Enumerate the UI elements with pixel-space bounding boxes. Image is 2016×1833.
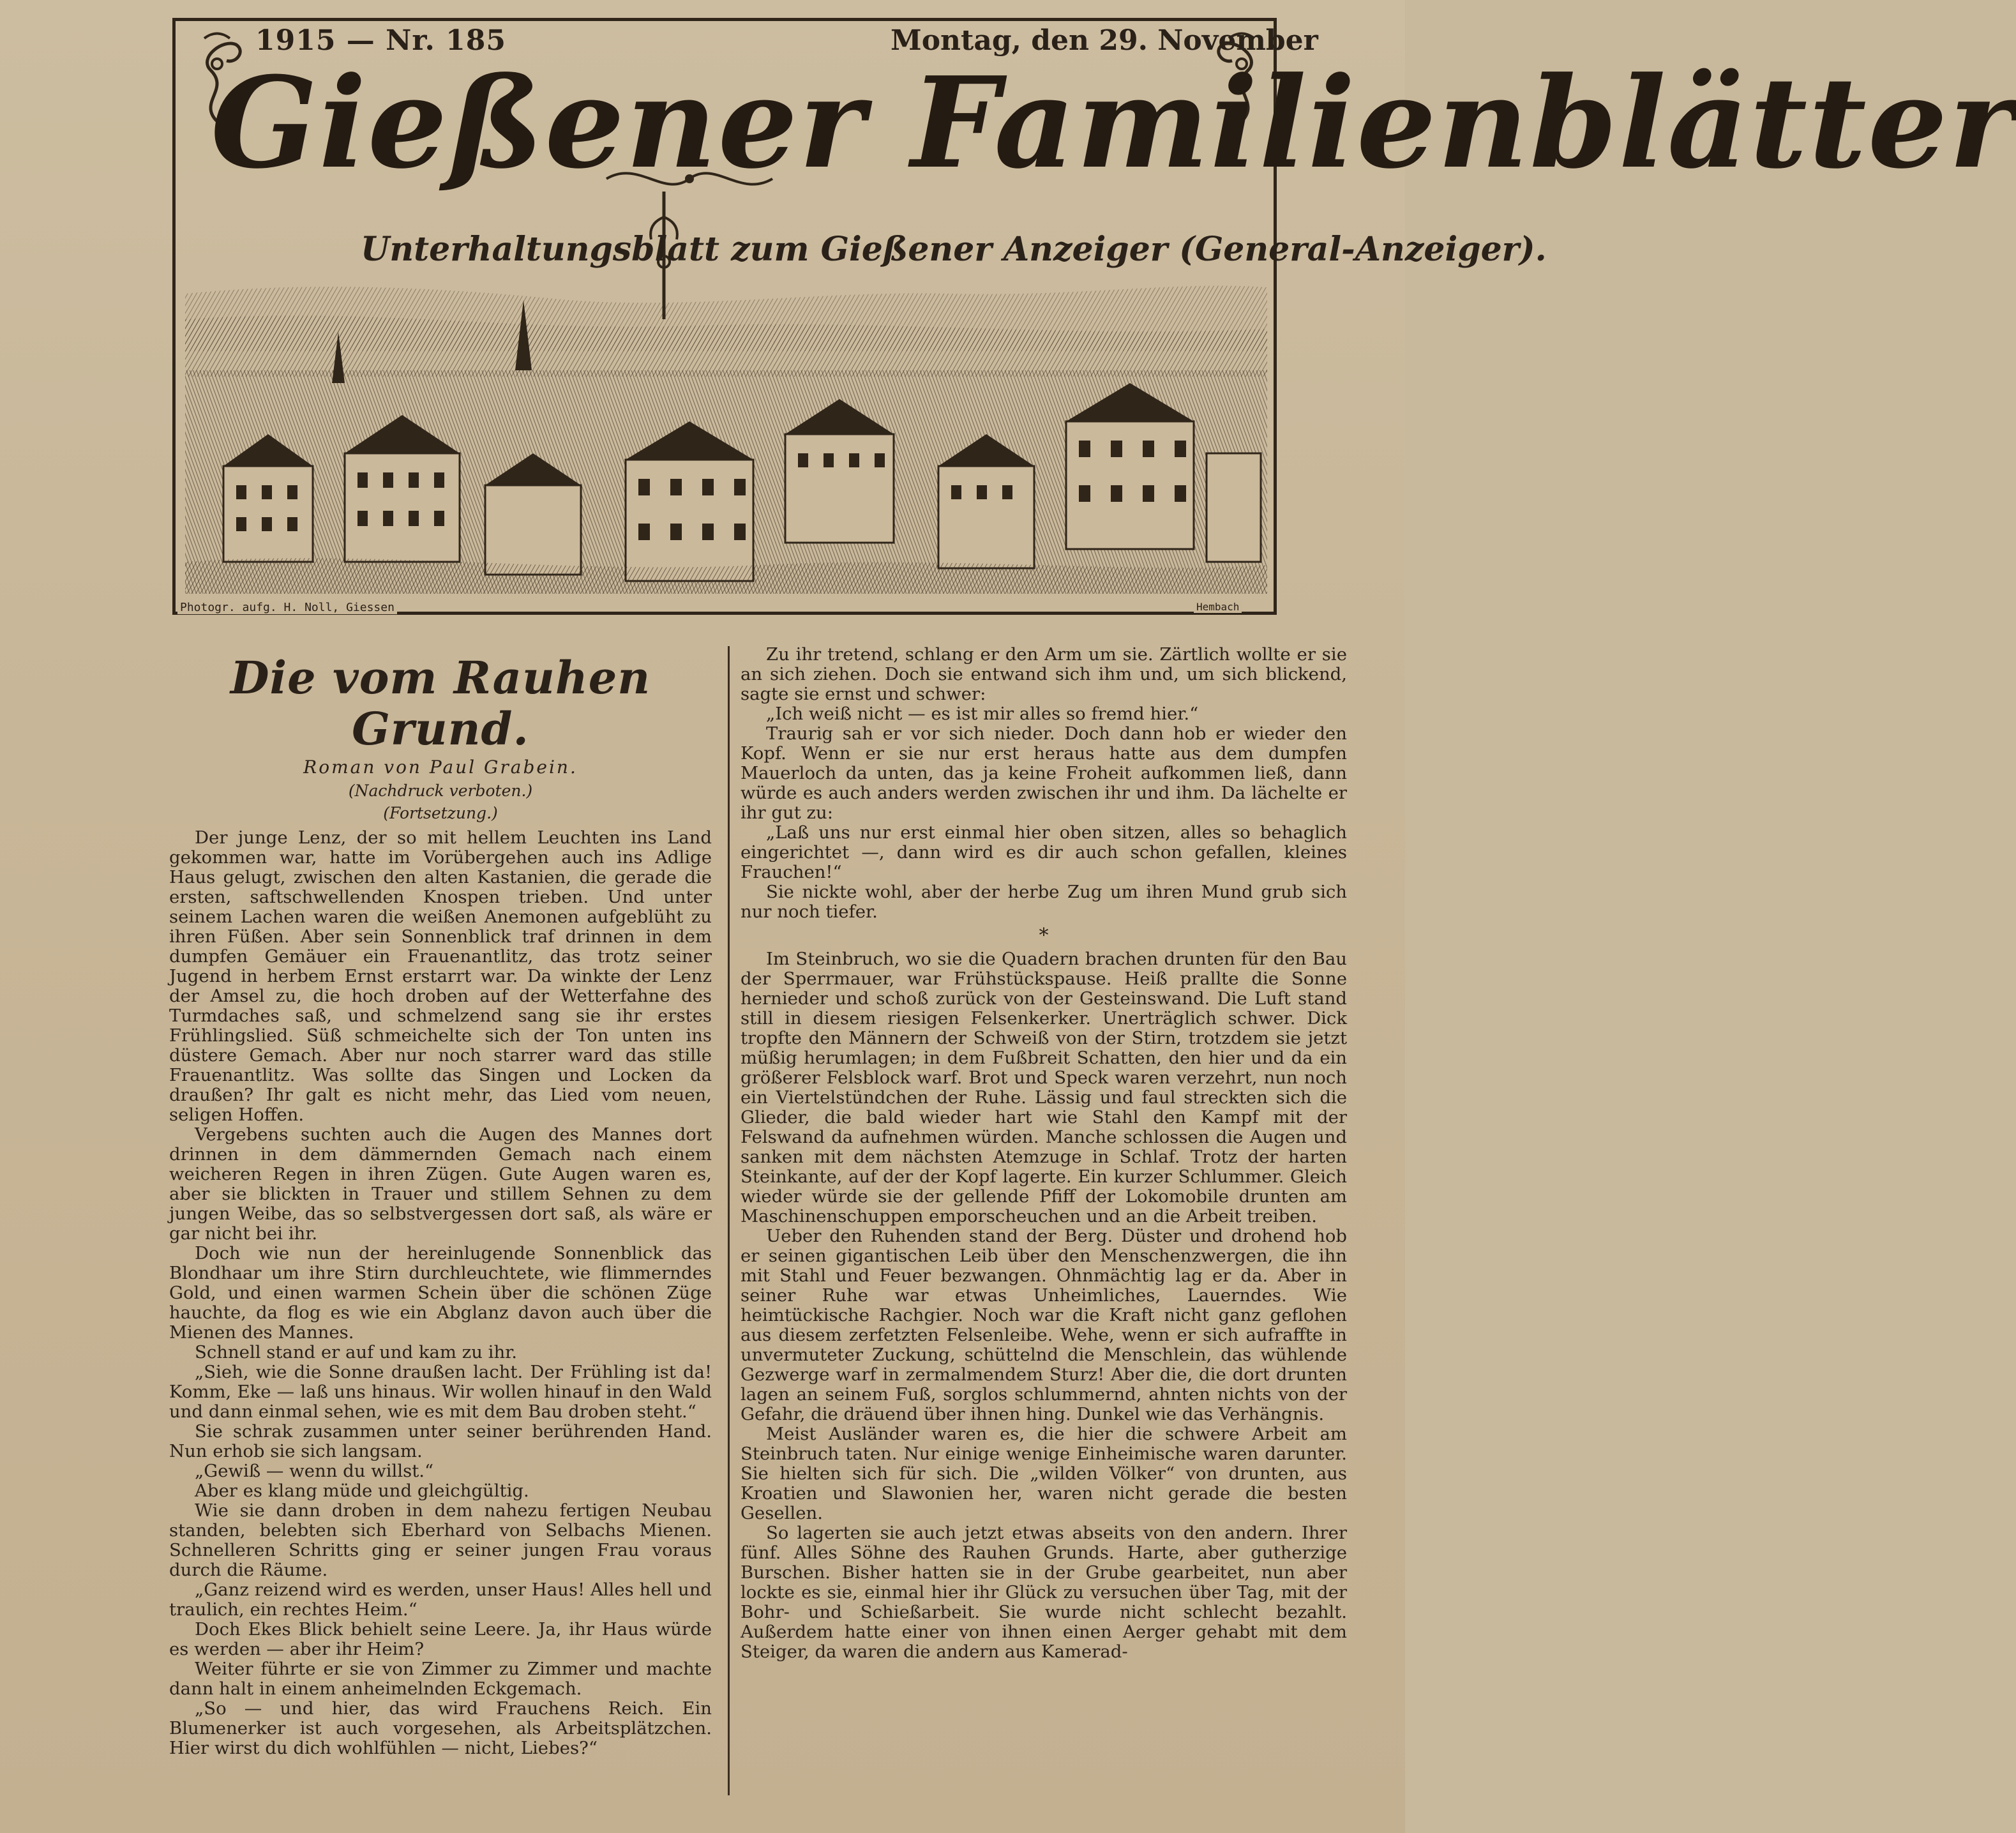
issue-number: 1915 — Nr. 185 — [255, 24, 506, 57]
engraver-credit: Hembach — [1194, 601, 1242, 613]
newspaper-title: Gießener Familienblätter — [211, 50, 2016, 197]
paragraph: Weiter führte er sie von Zimmer zu Zimmer und machte dann halt in einem anheimelnden Eckgemach. — [169, 1659, 712, 1699]
paragraph: Traurig sah er vor sich nieder. Doch dann hob er wieder den Kopf. Wenn er sie nur erst heraus hatte aus dem dumpfen Mauerloch da unten, das ja keine Froheit aufkommen ließ, dann würde es auch anders werden zwischen ihr und ihm. Da lächelte er ihr gut zu: — [741, 723, 1347, 823]
paragraph: „Laß uns nur erst einmal hier oben sitzen, alles so behaglich eingerichtet —, dann wird es dir auch schon gefallen, kleines Frauchen!“ — [741, 822, 1347, 882]
article-headline: Die vom Rauhen Grund. — [230, 651, 651, 755]
city-engraving — [185, 275, 1267, 594]
article-column-left — [169, 645, 712, 1758]
reprint-note: (Nachdruck verboten.) — [348, 781, 533, 800]
section-break-star: * — [1039, 924, 1049, 947]
paragraph: Zu ihr tretend, schlang er den Arm um sie. Zärtlich wollte er sie an sich ziehen. Doch sie entwand sich ihm und, um sich blickend, sagte sie ernst und schwer: — [741, 644, 1347, 704]
paragraph: Meist Ausländer waren es, die hier die schwere Arbeit am Steinbruch taten. Nur einige wenige Einheimische waren darunter. Sie hielten sich für sich. Die „wilden Völker“ von drunten, aus Kroatien und Slawonien her, waren nicht gerade die besten Gesellen. — [741, 1424, 1347, 1523]
paragraph: „Gewiß — wenn du willst.“ — [195, 1461, 434, 1481]
paragraph: Im Steinbruch, wo sie die Quadern brachen drunten für den Bau der Sperrmauer, war Frühstückspause. Heiß prallte die Sonne hernieder und schoß zurück von der Gesteinswand. Die Luft stand still in diesem riesigen Felsenkerker. Unerträglich schwer. Dick tropfte den Männern der Schweiß von der Stirn, trotzdem sie jetzt müßig herumlagen; in dem Fußbreit Schatten, den hier und da ein größerer Felsblock warf. Brot und Speck waren verzehrt, nun noch ein Viertelstündchen der Ruhe. Lässig und faul streckten sich die Glieder, die bald wieder hart wie Stahl den Kampf mit der Felswand da aufnehmen würden. Manche schlossen die Augen und sanken mit dem nächsten Atemzuge in Schlaf. Trotz der harten Steinkante, auf der der Kopf lagerte. Ein kurzer Schlummer. Gleich wieder würde sie der gellende Pfiff der Lokomobile drunten am Maschinenschuppen emporscheuchen und an die Arbeit treiben. — [741, 949, 1347, 1226]
paragraph: Wie sie dann droben in dem nahezu fertigen Neubau standen, belebten sich Eberhard von Selbachs Mienen. Schnelleren Schritts ging er seiner jungen Frau voraus durch die Räume. — [169, 1500, 712, 1580]
paragraph: „Ich weiß nicht — es ist mir alles so fremd hier.“ — [766, 704, 1199, 724]
article-byline: Roman von Paul Grabein. — [303, 757, 578, 778]
paragraph: „Ganz reizend wird es werden, unser Haus! Alles hell und traulich, ein rechtes Heim.“ — [169, 1580, 712, 1620]
paragraph: Ueber den Ruhenden stand der Berg. Düster und drohend hob er seinen gigantischen Leib über den Menschenzwergen, die ihn mit Stahl und Feuer bezwangen. Ohnmächtig lag er da. Aber in seiner Ruhe war etwas Unheimliches, Lauerndes. Wie heimtückische Rachgier. Noch war die Kraft nicht ganz geflohen aus diesem zerfetzten Felsenleibe. Wehe, wenn er sich aufraffte in unvermuteter Zuckung, schüttelnd die Menschlein, das wühlende Gezwerge warf in zermalmendem Sturz! Aber die, die dort drunten lagen an seinem Fuß, sorglos schlummernd, ahnten nichts von der Gefahr, die dräuend über ihnen hing. Dunkel wie das Verhängnis. — [741, 1226, 1347, 1424]
issue-date: Montag, den 29. November — [891, 24, 1318, 57]
paragraph: Vergebens suchten auch die Augen des Mannes dort drinnen in dem dämmernden Gemach nach einem weicheren Regen in ihren Zügen. Gute Augen waren es, aber sie blickten in Trauer und stillem Sehnen zu dem jungen Weibe, das so selbstvergessen dort saß, als wäre er gar nicht bei ihr. — [169, 1124, 712, 1244]
paragraph: Doch Ekes Blick behielt seine Leere. Ja, ihr Haus würde es werden — aber ihr Heim? — [169, 1619, 712, 1659]
paragraph: Der junge Lenz, der so mit hellem Leuchten ins Land gekommen war, hatte im Vorübergehen auch ins Adlige Haus gelugt, zwischen den alten Kastanien, die gerade die ersten, saftschwellenden Knospen trieben. Und unter seinem Lachen waren die weißen Anemonen aufgeblüht zu ihren Füßen. Aber sein Sonnenblick traf drinnen in dem dumpfen Gemäuer ein Frauenantlitz, das trotz seiner Jugend in herbem Ernst erstarrt war. Da winkte der Lenz der Amsel zu, die hoch droben auf der Wetterfahne des Turmdaches saß, und schmelzend sang sie ihr erstes Frühlingslied. Süß schmeichelte sich der Ton unten ins düstere Gemach. Aber nur noch starrer ward das stille Frauenantlitz. Was sollte das Singen und Locken da draußen? Ihr galt es nicht mehr, das Lied vom neuen, seligen Hoffen. — [169, 827, 712, 1125]
paragraph: Sie schrak zusammen unter seiner berührenden Hand. Nun erhob sie sich langsam. — [169, 1421, 712, 1461]
newspaper-subtitle: Unterhaltungsblatt zum Gießener Anzeiger (General-Anzeiger). — [361, 230, 1547, 269]
paragraph: Sie nickte wohl, aber der herbe Zug um ihren Mund grub sich nur noch tiefer. — [741, 882, 1347, 922]
paragraph: Aber es klang müde und gleichgültig. — [195, 1481, 529, 1501]
continuation-note: (Fortsetzung.) — [383, 804, 498, 822]
article-column-right — [741, 645, 1347, 1662]
column-divider — [728, 646, 730, 1795]
photo-credit: Photogr. aufg. H. Noll, Giessen — [177, 601, 397, 614]
paragraph: „So — und hier, das wird Frauchens Reich. Ein Blumenerker ist auch vorgesehen, als Arbeitsplätzchen. Hier wirst du dich wohlfühlen — nicht, Liebes?“ — [169, 1698, 712, 1758]
paragraph: Schnell stand er auf und kam zu ihr. — [195, 1342, 518, 1362]
paragraph: So lagerten sie auch jetzt etwas abseits von den andern. Ihrer fünf. Alles Söhne des Rauhen Grunds. Harte, aber gutherzige Burschen. Bisher hatten sie in der Grube gearbeitet, nun aber lockte es sie, einmal hier ihr Glück zu versuchen über Tag, mit der Bohr- und Schießarbeit. Sie wurde nicht schlecht bezahlt. Außerdem hatte einer von ihnen einen Aerger gehabt mit dem Steiger, da waren die andern aus Kamerad- — [741, 1523, 1347, 1662]
paragraph: Doch wie nun der hereinlugende Sonnenblick das Blondhaar um ihre Stirn durchleuchtete, wie flimmerndes Gold, und einen warmen Schein über die schönen Züge hauchte, da flog es wie ein Abglanz davon auch über die Mienen des Mannes. — [169, 1243, 712, 1343]
paragraph: „Sieh, wie die Sonne draußen lacht. Der Frühling ist da! Komm, Eke — laß uns hinaus. Wir wollen hinauf in den Wald und dann einmal sehen, wie es mit dem Bau droben steht.“ — [169, 1362, 712, 1422]
